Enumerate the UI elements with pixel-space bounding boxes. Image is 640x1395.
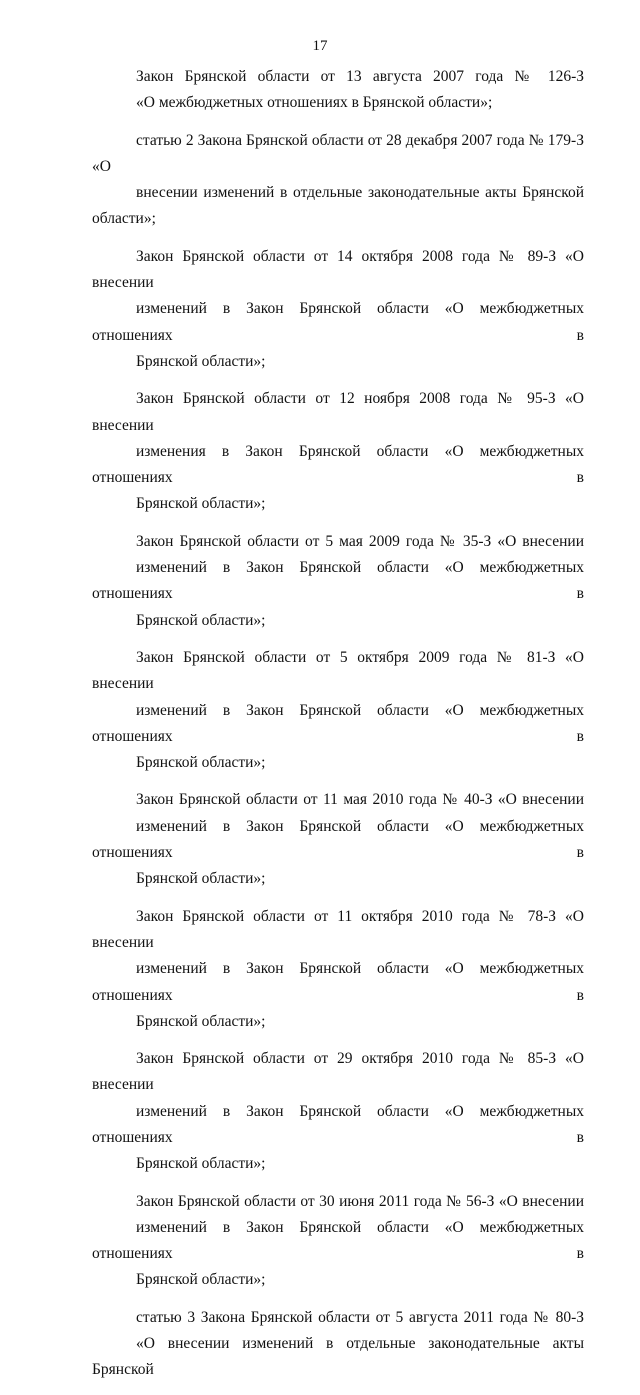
paragraph-law-81 [92, 645, 584, 776]
text-line: Закон Брянской области от 11 октября 2010 года № 78-З «О внесении [92, 907, 584, 951]
paragraph-law-40 [92, 787, 584, 892]
document-body [92, 64, 584, 1395]
text-line: статью 2 Закона Брянской области от 28 декабря 2007 года № 179-З «О [92, 131, 584, 175]
text-line: изменений в Закон Брянской области «О межбюджетных отношениях в [92, 701, 584, 745]
text-line: Брянской области»; [136, 611, 266, 629]
text-line: изменений в Закон Брянской области «О межбюджетных отношениях в [92, 1102, 584, 1146]
text-line: изменений в Закон Брянской области «О межбюджетных отношениях в [92, 559, 584, 603]
text-line: Брянской области»; [136, 754, 266, 772]
text-line: изменений в Закон Брянской области «О межбюджетных отношениях в [92, 817, 584, 862]
text-line: изменения в Закон Брянской области «О межбюджетных отношениях в [92, 442, 584, 487]
text-line: Брянской области»; [136, 1271, 266, 1289]
text-line: изменений в Закон Брянской области «О межбюджетных отношениях в [92, 1218, 584, 1263]
paragraph-law-80 [92, 1305, 584, 1384]
text-line: изменений в Закон Брянской области «О межбюджетных отношениях в [92, 960, 584, 1004]
text-line: Закон Брянской области от 5 мая 2009 года № 35-З «О внесении [136, 532, 584, 550]
text-line: Закон Брянской области от 12 ноября 2008 года № 95-З «О внесении [92, 390, 584, 434]
text-line: Закон Брянской области от 30 июня 2011 года № 56-З «О внесении [136, 1192, 584, 1210]
text-line: Брянской области»; [136, 1155, 266, 1173]
text-line: Брянской области»; [136, 870, 266, 888]
text-line: «О межбюджетных отношениях в Брянской области»; [136, 94, 493, 112]
paragraph-law-179 [92, 128, 584, 233]
paragraph-law-126 [92, 64, 584, 117]
paragraph-law-89 [92, 244, 584, 375]
text-line: внесении изменений в отдельные законодательные акты Брянской области»; [92, 184, 584, 228]
page-number: 17 [312, 38, 328, 54]
paragraph-law-78 [92, 904, 584, 1035]
text-line: Брянской области»; [136, 495, 266, 513]
text-line: Закон Брянской области от 11 мая 2010 года № 40-З «О внесении [136, 791, 584, 809]
text-line: изменений в Закон Брянской области «О межбюджетных отношениях в [92, 300, 584, 344]
paragraph-law-85 [92, 1046, 584, 1177]
text-line: «О внесении изменений в отдельные законодательные акты Брянской [92, 1335, 584, 1379]
paragraph-law-95 [92, 386, 584, 517]
text-line: Закон Брянской области от 13 августа 2007 года № 126-З [136, 68, 584, 85]
paragraph-law-35 [92, 529, 584, 634]
text-line: Закон Брянской области от 5 октября 2009 года № 81-З «О внесении [92, 648, 584, 693]
text-line: Закон Брянской области от 14 октября 2008 года № 89-З «О внесении [92, 247, 584, 292]
text-line: Брянской области»; [136, 352, 266, 370]
text-line: статью 3 Закона Брянской области от 5 августа 2011 года № 80-З [136, 1308, 584, 1326]
text-line: Закон Брянской области от 29 октября 2010 года № 85-З «О внесении [92, 1050, 584, 1094]
text-line: Брянской области»; [136, 1012, 266, 1030]
paragraph-law-56 [92, 1189, 584, 1294]
